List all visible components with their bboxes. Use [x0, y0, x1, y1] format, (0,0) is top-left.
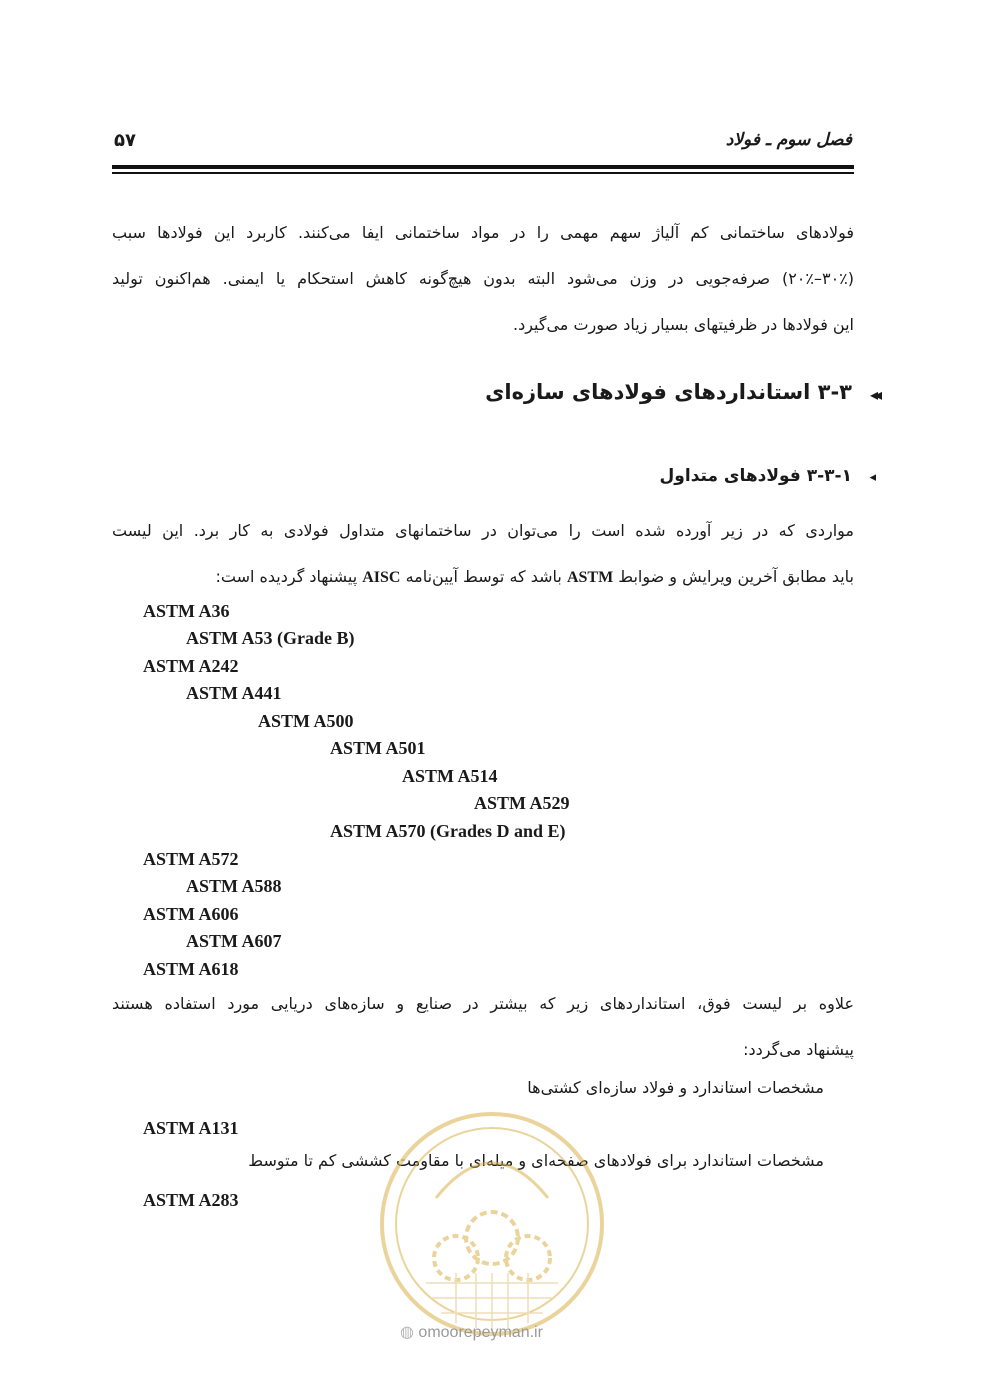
header-rule-thin — [112, 172, 854, 174]
aisc-term: AISC — [362, 569, 401, 586]
spec-description: مشخصات استاندارد برای فولادهای صفحه‌ای و میله‌ای با مقاومت کششی کم تا متوسط — [248, 1151, 824, 1170]
standard-item: ASTM A606 — [143, 904, 239, 924]
chapter-title: فصل سوم ـ فولاد — [725, 130, 852, 150]
spec-code: ASTM A131 — [143, 1118, 239, 1138]
subsection-text: پیشنهاد گردیده است: — [215, 567, 363, 586]
additional-line: پیشنهاد می‌گردد: — [743, 1040, 854, 1059]
subsection-marker-icon: ◂ — [869, 470, 876, 485]
standard-item: ASTM A607 — [186, 931, 282, 951]
section-marker-icon: ◂◂ — [869, 385, 878, 404]
spec-description: مشخصات استاندارد و فولاد سازه‌ای کشتی‌ها — [527, 1078, 824, 1097]
header-rule-thick — [112, 165, 854, 169]
astm-term: ASTM — [566, 569, 614, 586]
standard-item: ASTM A242 — [143, 656, 239, 676]
spec-code: ASTM A283 — [143, 1190, 239, 1210]
website-text: omoorepeyman.ir — [418, 1324, 543, 1341]
intro-line: فولادهای ساختمانی کم آلیاژ سهم مهمی را در مواد ساختمانی ایفا می‌کنند. کاربرد این فولادها سبب — [112, 223, 854, 242]
standard-item: ASTM A514 — [402, 766, 498, 786]
globe-icon: ◍ — [400, 1324, 414, 1341]
standard-item: ASTM A441 — [186, 683, 282, 703]
standard-item: ASTM A570 (Grades D and E) — [330, 821, 566, 841]
intro-paragraph — [112, 210, 854, 348]
standard-item: ASTM A618 — [143, 959, 239, 979]
standard-item: ASTM A500 — [258, 711, 354, 731]
standard-item: ASTM A572 — [143, 849, 239, 869]
subsection-paragraph — [112, 508, 854, 600]
standard-item: ASTM A501 — [330, 738, 426, 758]
standard-item: ASTM A36 — [143, 601, 230, 621]
page-number: ۵۷ — [114, 130, 136, 151]
website-url — [400, 1322, 543, 1342]
subsection-line: مواردی که در زیر آورده شده است را می‌توان در ساختمانهای متداول فولادی به کار برد. این لیست — [112, 521, 854, 540]
subsection-line — [112, 554, 854, 600]
subsection-text: باشد که توسط آیین‌نامه — [400, 567, 567, 586]
watermark-seal-icon — [376, 1108, 608, 1340]
section-heading: ۳-۳ استانداردهای فولادهای سازه‌ای — [485, 380, 852, 404]
standard-item: ASTM A53 (Grade B) — [186, 628, 355, 648]
additional-paragraph — [112, 981, 854, 1073]
subsection-text: باید مطابق آخرین ویرایش و ضوابط — [613, 567, 854, 586]
subsection-heading: ۳-۳-۱ فولادهای متداول — [659, 466, 852, 486]
intro-line: این فولادها در ظرفیتهای بسیار زیاد صورت می‌گیرد. — [512, 315, 854, 334]
additional-line: علاوه بر لیست فوق، استانداردهای زیر که بیشتر در صنایع و سازه‌های دریایی مورد استفاده هستند — [112, 994, 854, 1013]
intro-line: (۳۰٪–۲۰٪) صرفه‌جویی در وزن می‌شود البته بدون هیچ‌گونه کاهش استحکام یا ایمنی. هم‌اکنون تولید — [112, 269, 854, 288]
standard-item: ASTM A529 — [474, 793, 570, 813]
standard-item: ASTM A588 — [186, 876, 282, 896]
